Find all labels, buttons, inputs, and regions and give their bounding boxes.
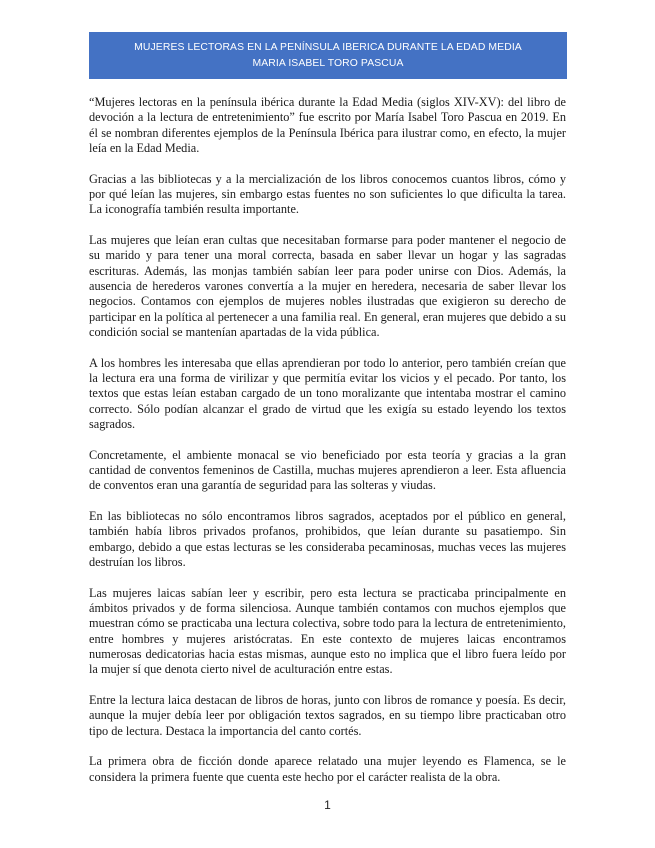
page-number: 1 — [324, 798, 331, 812]
paragraph-7: Las mujeres laicas sabían leer y escribir, pero esta lectura se practicaba principalmente en ámbitos privados y de forma silenciosa. Aunque también contamos con muchos ejemplos que muestran cómo se practicaba una lectura colectiva, sobre todo para la lectura de entretenimiento, entre hombres y mujeres aristócratas. En este contexto de mujeres laicas encontramos numerosas dedicatorias hacia estas mismas, aunque esto no implica que el libro fuera leído por la mujer sí que denota cierto nivel de aculturación entre estas. — [89, 585, 566, 677]
paragraph-5: Concretamente, el ambiente monacal se vio beneficiado por esta teoría y gracias a la gran cantidad de conventos femeninos de Castilla, muchas mujeres aprendieron a leer. Esta afluencia de conventos eran una garantía de seguridad para las solteras y viudas. — [89, 447, 566, 493]
header-author: MARIA ISABEL TORO PASCUA — [252, 57, 404, 69]
header-title: MUJERES LECTORAS EN LA PENÍNSULA IBERICA DURANTE LA EDAD MEDIA — [134, 41, 522, 53]
document-body — [89, 95, 566, 800]
paragraph-9: La primera obra de ficción donde aparece relatado una mujer leyendo es Flamenca, se le considera la primera fuente que cuenta este hecho por el carácter realista de la obra. — [89, 754, 566, 784]
paragraph-6: En las bibliotecas no sólo encontramos libros sagrados, aceptados por el público en general, también había libros privados profanos, prohibidos, que leían durante su pasatiempo. Sin embargo, debido a que estas lecturas se les consideraba pecaminosas, muchas veces las mujeres destruían los libros. — [89, 509, 566, 569]
paragraph-3: Las mujeres que leían eran cultas que necesitaban formarse para poder mantener el negocio de su marido y para tener una moral correcta, basada en saber llevar un hogar y las sagradas escrituras. Además, las monjas también sabían leer para poder unirse con Dios. Además, la ausencia de herederos varones convertía a la mujer en heredera, necesaria de saber llevar los negocios. Contamos con ejemplos de mujeres nobles ilustradas que exigieron su derecho de participar en la política al pertenecer a una familia real. En general, eran mujeres que debido a su condición social se mantenían apartadas de la vida pública. — [89, 233, 566, 339]
paragraph-1: “Mujeres lectoras en la península ibérica durante la Edad Media (siglos XIV-XV): del libro de devoción a la lectura de entretenimiento” fue escrito por María Isabel Toro Pascua en 2019. En él se nombran diferentes ejemplos de la Península Ibérica para ilustrar como, en efecto, la mujer leía en la Edad Media. — [89, 95, 566, 155]
paragraph-8: Entre la lectura laica destacan de libros de horas, junto con libros de romance y poesía. Es decir, aunque la mujer debía leer por obligación textos sagrados, en su tiempo libre practicaban otro tipo de lectura. Destaca la importancia del canto cortés. — [89, 693, 566, 738]
paragraph-4: A los hombres les interesaba que ellas aprendieran por todo lo anterior, pero también creían que la lectura era una forma de virilizar y que permitía evitar los vicios y el pecado. Por tanto, los textos que estas leían estaban cargado de un tono moralizante que intentaba mostrar el camino correcto. Sólo podían alcanzar el grado de virtud que les exigía su estado leyendo los textos sagrados. — [89, 355, 566, 431]
document-header-banner — [89, 32, 567, 79]
paragraph-2: Gracias a las bibliotecas y a la mercialización de los libros conocemos cuantos libros, cómo y por qué leían las mujeres, sin embargo estas fuentes no son suficientes lo que dificulta la tarea. La iconografía también resulta importante. — [89, 171, 566, 217]
